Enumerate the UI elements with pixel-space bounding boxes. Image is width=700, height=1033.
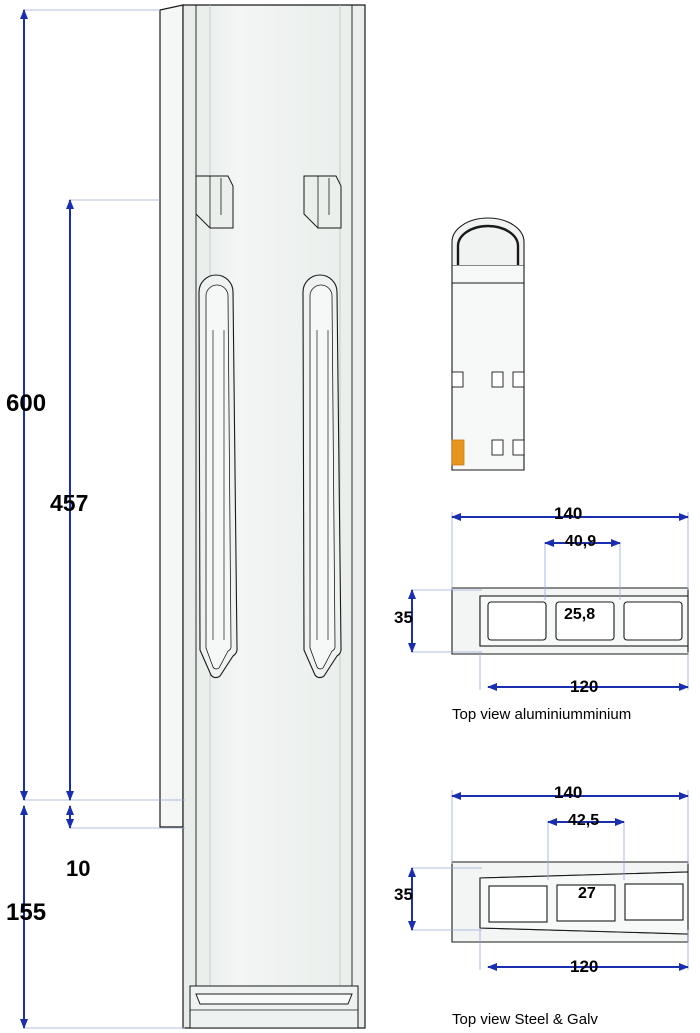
front-view-panel	[160, 5, 365, 1028]
dimension-label-handle-height: 457	[50, 490, 89, 516]
aluminium-dimension-label-overall-width: 140	[554, 504, 583, 523]
aluminium-dimension-label-centre-cell: 25,8	[564, 606, 596, 623]
caption-top-view-aluminium: Top view aluminiumminium	[452, 706, 632, 723]
side-view	[452, 218, 524, 470]
aluminium-dimension-label-depth: 35	[394, 608, 413, 627]
aluminium-dimension-label-body-width: 120	[570, 677, 599, 696]
steel-dimension-label-body-width: 120	[570, 957, 599, 976]
dimension-label-offset: 10	[66, 856, 91, 881]
steel-dimension-label-inner-opening: 42,5	[568, 812, 600, 829]
caption-top-view-steel: Top view Steel & Galv	[452, 1011, 598, 1028]
aluminium-dimension-label-inner-opening: 40,9	[565, 533, 597, 550]
steel-dimension-label-centre-cell: 27	[578, 885, 596, 902]
dimension-label-overall-height: 600	[6, 390, 47, 417]
top-view-steel-section	[452, 862, 688, 942]
steel-dimension-label-depth: 35	[394, 885, 413, 904]
steel-dimension-label-overall-width: 140	[554, 783, 583, 802]
dimension-label-base-height: 155	[6, 899, 47, 926]
